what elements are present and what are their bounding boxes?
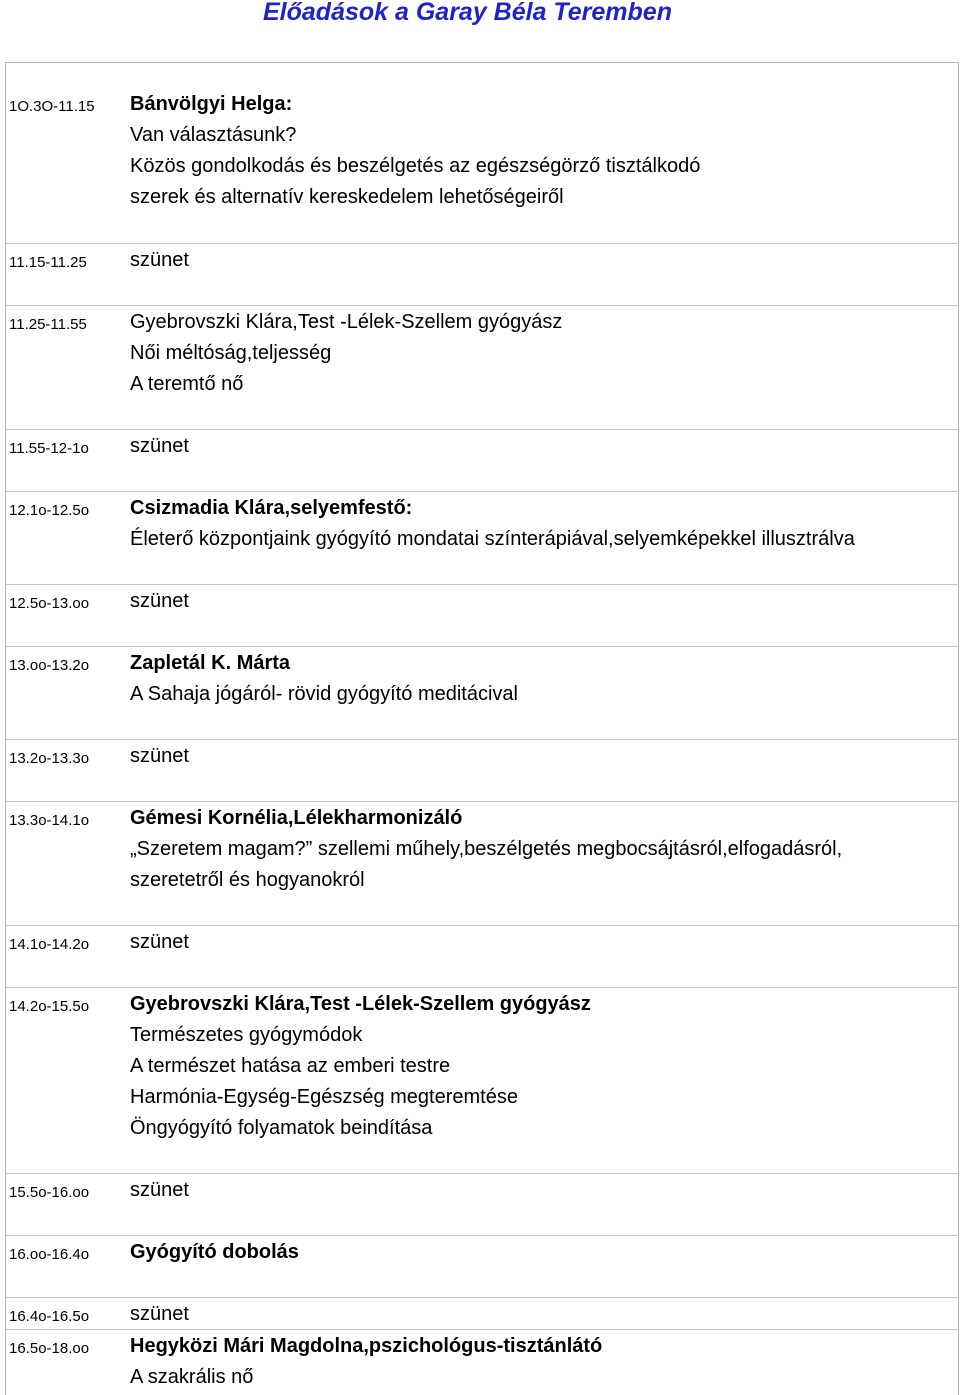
session-time: 13.2o-13.3o [9, 750, 90, 767]
session-speaker: Gyebrovszki Klára,Test -Lélek-Szellem gyógyász [130, 993, 591, 1015]
session-time: 12.1o-12.5o [9, 502, 90, 519]
session-content [130, 307, 956, 400]
session-line: szünet [130, 931, 189, 953]
session-line: Öngyógyító folyamatok beindítása [130, 1117, 433, 1139]
session-time: 13.oo-13.2o [9, 657, 90, 674]
session-content [130, 493, 956, 555]
session-line: szünet [130, 745, 189, 767]
session-line: A teremtő nő [130, 373, 244, 395]
session-line: szeretetről és hogyanokról [130, 869, 365, 891]
session-line: A szakrális nő [130, 1366, 254, 1388]
session-speaker: Csizmadia Klára,selyemfestő: [130, 497, 413, 519]
session-time: 14.2o-15.5o [9, 998, 90, 1015]
session-content [130, 89, 956, 213]
session-line: Életerő központjaink gyógyító mondatai színterápiával,selyemképekkel illusztrálva [130, 528, 855, 550]
session-content [130, 927, 956, 958]
session-time: 12.5o-13.oo [9, 595, 90, 612]
session-line: szünet [130, 435, 189, 457]
schedule-row [6, 429, 958, 492]
session-line: Női méltóság,teljesség [130, 342, 332, 364]
session-time: 11.25-11.55 [9, 316, 87, 333]
session-line: Gyebrovszki Klára,Test -Lélek-Szellem gyógyász [130, 311, 563, 333]
session-time: 16.4o-16.5o [9, 1308, 90, 1325]
session-speaker: Bánvölgyi Helga: [130, 93, 293, 115]
session-line: Természetes gyógymódok [130, 1024, 363, 1046]
session-time: 15.5o-16.oo [9, 1184, 90, 1201]
session-time: 13.3o-14.1o [9, 812, 90, 829]
session-speaker: Hegyközi Mári Magdolna,pszichológus-tisztánlátó [130, 1335, 603, 1357]
session-speaker: Gémesi Kornélia,Lélekharmonizáló [130, 807, 463, 829]
session-content [130, 1237, 956, 1268]
session-content [130, 989, 956, 1144]
schedule-row [6, 987, 958, 1174]
session-time: 11.55-12-1o [9, 440, 89, 457]
schedule-row [6, 801, 958, 926]
schedule-row [6, 646, 958, 740]
session-line: Harmónia-Egység-Egészség megteremtése [130, 1086, 518, 1108]
session-line: „Szeretem magam?” szellemi műhely,beszélgetés megbocsájtásról,elfogadásról, [130, 838, 843, 860]
session-content [130, 741, 956, 772]
schedule-row [6, 739, 958, 802]
schedule-row [6, 305, 958, 430]
session-time: 14.1o-14.2o [9, 936, 90, 953]
session-line: szünet [130, 1303, 189, 1325]
session-line: szünet [130, 590, 189, 612]
session-time: 11.15-11.25 [9, 254, 87, 271]
session-time: 1O.3O-11.15 [9, 98, 95, 115]
session-content [130, 1175, 956, 1206]
session-line: szerek és alternatív kereskedelem lehetőségeiről [130, 186, 564, 208]
session-line: A Sahaja jógáról- rövid gyógyító meditácival [130, 683, 518, 705]
schedule-table [5, 62, 959, 1395]
session-line: szünet [130, 1179, 189, 1201]
session-line: szünet [130, 249, 189, 271]
schedule-row [6, 584, 958, 647]
session-speaker: Gyógyító dobolás [130, 1241, 299, 1263]
schedule-row [6, 925, 958, 988]
session-line: A természet hatása az emberi testre [130, 1055, 451, 1077]
session-line: Közös gondolkodás és beszélgetés az egészségörző tisztálkodó [130, 155, 701, 177]
schedule-row [6, 243, 958, 306]
schedule-row [6, 1173, 958, 1236]
session-time: 16.oo-16.4o [9, 1246, 90, 1263]
session-content [130, 1299, 956, 1330]
session-line: Van választásunk? [130, 124, 297, 146]
session-content [130, 431, 956, 462]
page-title: Előadások a Garay Béla Teremben [263, 0, 672, 26]
session-content [130, 803, 956, 896]
schedule-row [6, 491, 958, 585]
session-speaker: Zapletál K. Márta [130, 652, 291, 674]
schedule-row [6, 1297, 958, 1330]
session-content [130, 648, 956, 710]
session-time: 16.5o-18.oo [9, 1340, 90, 1357]
schedule-row [6, 1235, 958, 1298]
session-content [130, 245, 956, 276]
session-content [130, 1331, 956, 1393]
schedule-row [6, 63, 958, 244]
schedule-row [6, 1329, 958, 1395]
session-content [130, 586, 956, 617]
